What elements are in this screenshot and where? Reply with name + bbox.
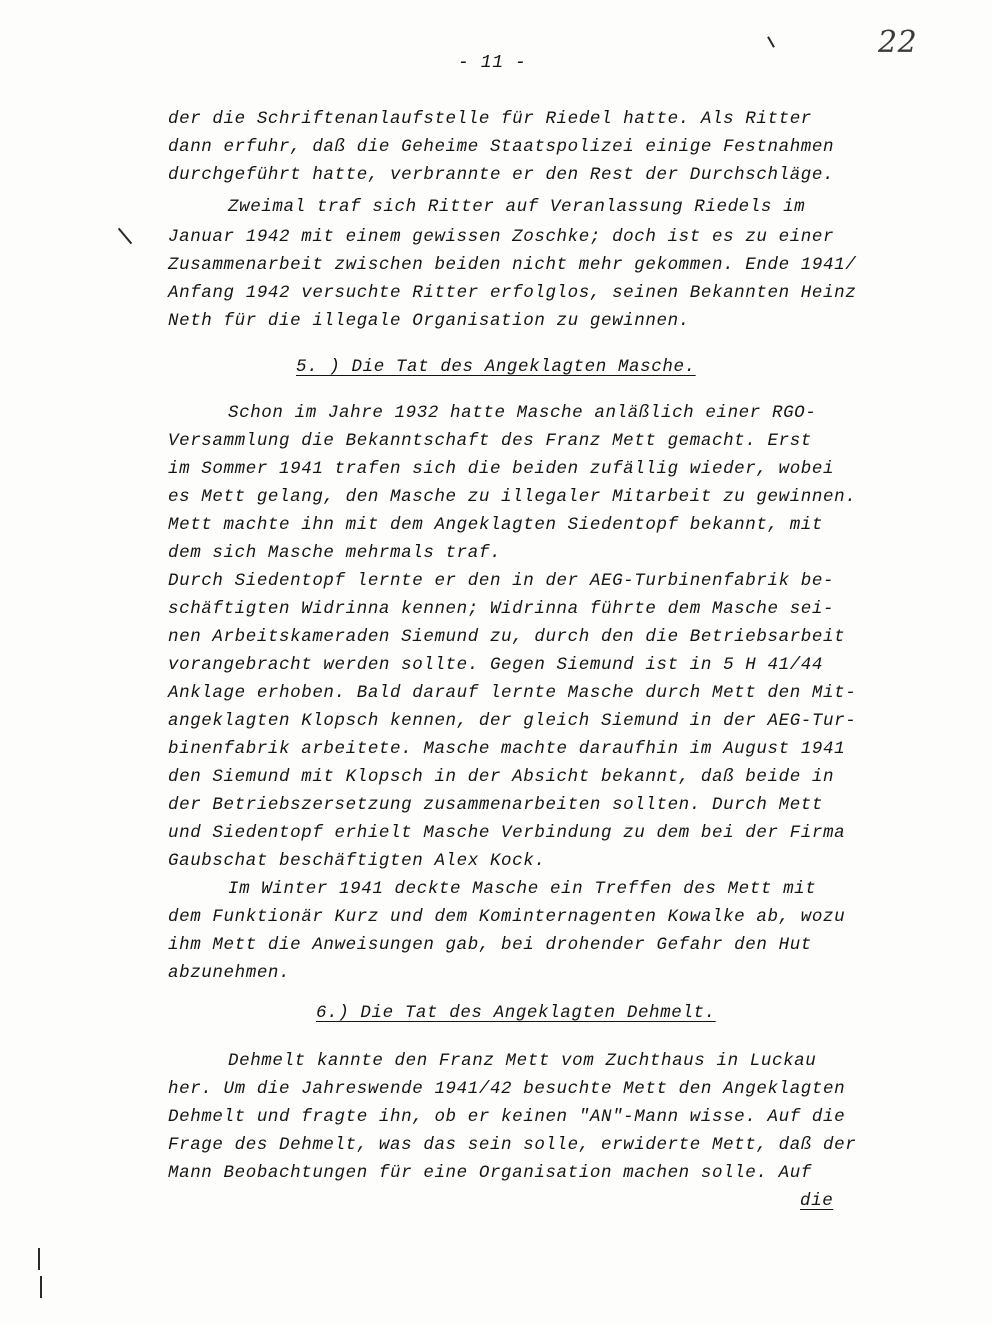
- text-line: Schon im Jahre 1932 hatte Masche anläßlich einer RGO-: [228, 403, 817, 423]
- text-line: her. Um die Jahreswende 1941/42 besuchte Mett den Angeklagten: [168, 1079, 846, 1099]
- section-heading-masche: 5. ) Die Tat des Angeklagten Masche.: [296, 357, 696, 377]
- text-line: Dehmelt und fragte ihn, ob er keinen "AN"-Mann wisse. Auf die: [168, 1107, 846, 1127]
- text-line: Januar 1942 mit einem gewissen Zoschke; doch ist es zu einer: [168, 227, 835, 247]
- binding-mark: [38, 1248, 40, 1270]
- text-line: nen Arbeitskameraden Siemund zu, durch den die Betriebsarbeit: [168, 627, 846, 647]
- text-line: Mett machte ihn mit dem Angeklagten Siedentopf bekannt, mit: [168, 515, 824, 535]
- text-line: Gaubschat beschäftigten Alex Kock.: [168, 851, 546, 871]
- text-line: der die Schriftenanlaufstelle für Riedel hatte. Als Ritter: [168, 109, 812, 129]
- binding-mark: [40, 1276, 42, 1298]
- text-line: dem Funktionär Kurz und dem Kominternagenten Kowalke ab, wozu: [168, 907, 846, 927]
- catchword: die: [800, 1191, 834, 1211]
- text-line: dann erfuhr, daß die Geheime Staatspolizei einige Festnahmen: [168, 137, 835, 157]
- text-line: es Mett gelang, den Masche zu illegaler Mitarbeit zu gewinnen.: [168, 487, 857, 507]
- stray-pen-mark: [118, 228, 132, 245]
- text-line: Mann Beobachtungen für eine Organisation machen solle. Auf: [168, 1163, 812, 1183]
- text-line: durchgeführt hatte, verbrannte er den Rest der Durchschläge.: [168, 165, 835, 185]
- text-line: Im Winter 1941 deckte Masche ein Treffen des Mett mit: [228, 879, 817, 899]
- text-line: Anklage erhoben. Bald darauf lernte Masche durch Mett den Mit-: [168, 683, 857, 703]
- text-line: Zweimal traf sich Ritter auf Veranlassung Riedels im: [228, 197, 806, 217]
- text-line: im Sommer 1941 trafen sich die beiden zufällig wieder, wobei: [168, 459, 835, 479]
- text-line: Durch Siedentopf lernte er den in der AEG-Turbinenfabrik be-: [168, 571, 835, 591]
- text-line: der Betriebszersetzung zusammenarbeiten sollten. Durch Mett: [168, 795, 824, 815]
- text-line: den Siemund mit Klopsch in der Absicht bekannt, daß beide in: [168, 767, 835, 787]
- text-line: Frage des Dehmelt, was das sein solle, erwiderte Mett, daß der: [168, 1135, 857, 1155]
- page-number: - 11 -: [458, 53, 527, 73]
- text-line: Neth für die illegale Organisation zu gewinnen.: [168, 311, 690, 331]
- stray-pen-mark: [767, 36, 775, 47]
- text-line: Anfang 1942 versuchte Ritter erfolglos, seinen Bekannten Heinz: [168, 283, 857, 303]
- text-line: binenfabrik arbeitete. Masche machte daraufhin im August 1941: [168, 739, 846, 759]
- text-line: schäftigten Widrinna kennen; Widrinna führte dem Masche sei-: [168, 599, 835, 619]
- text-line: Dehmelt kannte den Franz Mett vom Zuchthaus in Luckau: [228, 1051, 817, 1071]
- text-line: ihm Mett die Anweisungen gab, bei drohender Gefahr den Hut: [168, 935, 812, 955]
- text-line: vorangebracht werden sollte. Gegen Siemund ist in 5 H 41/44: [168, 655, 824, 675]
- text-line: Versammlung die Bekanntschaft des Franz Mett gemacht. Erst: [168, 431, 812, 451]
- section-heading-dehmelt: 6.) Die Tat des Angeklagten Dehmelt.: [316, 1003, 716, 1023]
- text-line: dem sich Masche mehrmals traf.: [168, 543, 502, 563]
- text-line: und Siedentopf erhielt Masche Verbindung zu dem bei der Firma: [168, 823, 846, 843]
- handwritten-folio-number: 22: [878, 25, 918, 60]
- text-line: angeklagten Klopsch kennen, der gleich Siemund in der AEG-Tur-: [168, 711, 857, 731]
- text-line: abzunehmen.: [168, 963, 291, 983]
- text-line: Zusammenarbeit zwischen beiden nicht mehr gekommen. Ende 1941/: [168, 255, 857, 275]
